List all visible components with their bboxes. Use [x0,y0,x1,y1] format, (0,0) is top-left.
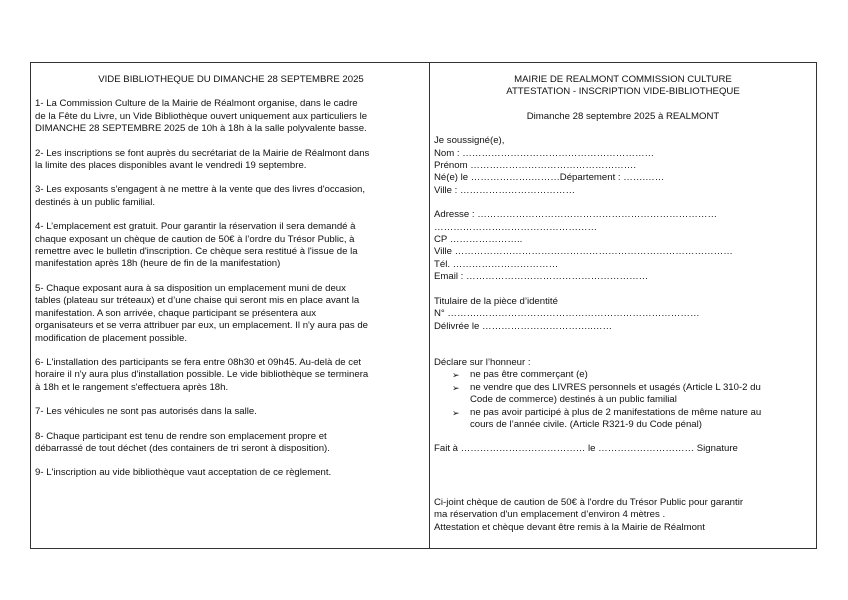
city-field: Ville …………………………………………………………………………… [434,246,733,258]
rule-item [35,184,427,209]
rule-line: 7- Les véhicules ne sont pas autorisés dans la salle. [35,406,257,418]
event-date: Dimanche 28 septembre 2025 à REALMONT [526,110,720,122]
rule-line: manifestation après 18h (heure de fin de la manifestation) [35,258,281,270]
rule-line: remettre avec le bulletin d'inscription. Ce chèque sera restitué à l'issue de la [35,246,358,258]
declaration-item [452,369,812,381]
rule-line: horaire il n'y aura plus d'installation possible. Le vide bibliothèque se terminera [35,369,369,381]
soussigne-label: Je soussigné(e), [434,135,505,147]
rule-item [35,148,427,173]
declaration-line: ne pas être commerçant (e) [470,369,588,381]
rule-line: à 18h et le rangement s'effectuera après 18h. [35,381,229,393]
rule-line: 4- L’emplacement est gratuit. Pour garantir la réservation il sera demandé à [35,221,356,233]
birth-city-field: Ville : ……………………………… [434,184,576,196]
arrow-bullet-icon: ➢ [452,370,460,381]
issued-on-field: Délivrée le ……………………………..…… [434,320,613,332]
rule-line: la limite des places disponibles avant le vendredi 19 septembre. [35,160,307,172]
rule-line: tables (plateau sur tréteaux) et d’une chaise qui seront mis en place avant la [35,295,360,307]
declaration-label: Déclare sur l’honneur : [434,356,531,368]
address-field-continued: …………………………………………… [434,221,598,233]
rule-item [35,431,427,456]
declaration-item [452,407,812,432]
rule-line: organisateurs et se verra attribuer par eux, un emplacement. Il n'y aura pas de [35,320,368,332]
rules-title: VIDE BIBLIOTHEQUE DU DIMANCHE 28 SEPTEMBRE 2025 [98,74,364,85]
declaration-line: cours de l’année civile. (Article R321-9 du Code pénal) [470,418,702,430]
footer-line-3: Attestation et chèque devant être remis à la Mairie de Réalmont [434,521,705,533]
arrow-bullet-icon: ➢ [452,407,460,418]
footer-line-2: ma réservation d'un emplacement d’environ 4 mètres . [434,509,666,521]
arrow-bullet-icon: ➢ [452,382,460,393]
rule-line: chaque exposant un chèque de caution de 50€ à l’ordre du Trésor Public, à [35,233,355,245]
rule-line: DIMANCHE 28 SEPTEMBRE 2025 de 10h à 18h à la salle polyvalente basse. [35,123,367,135]
phone-field: Tél. …………………………… [434,258,559,270]
rules-column [35,74,427,480]
rule-line: 8- Chaque participant est tenu de rendre son emplacement propre et [35,430,327,442]
rule-line: modification de placement possible. [35,332,187,344]
rules-list [35,98,427,479]
rule-line: 1- La Commission Culture de la Mairie de Réalmont organise, dans le cadre [35,98,358,110]
declaration-line: Code de commerce) destinés à un public familial [470,394,677,406]
signature-line: Fait à ………………………………… le ………………………… Signature [434,443,738,455]
address-field: Adresse : ………………………………………………………………… [434,209,718,221]
declaration-item [452,382,812,407]
rule-line: manifestation. A son arrivée, chaque participant se présentera aux [35,307,317,319]
rule-item [35,283,427,345]
rule-line: destinés à un public familial. [35,196,155,208]
nom-field: Nom : …………………………………………………… [434,147,655,159]
declaration-line: ne pas avoir participé à plus de 2 manifestations de même nature au [470,406,762,418]
rule-line: 5- Chaque exposant aura à sa disposition un emplacement muni de deux [35,282,346,294]
declaration-list [434,369,812,431]
rule-line: 9- L'inscription au vide bibliothèque vaut acceptation de ce règlement. [35,467,332,479]
rule-item [35,221,427,271]
rule-item [35,357,427,394]
attestation-column [434,74,812,534]
email-field: Email : ………………………………………………… [434,271,649,283]
id-holder-label: Titulaire de la pièce d’identité [434,295,558,307]
rule-item [35,406,427,418]
footer-line-1: Ci-joint chèque de caution de 50€ à l'ordre du Trésor Public pour garantir [434,496,744,508]
column-divider [429,62,430,549]
rule-item [35,467,427,479]
header-line-1: MAIRIE DE REALMONT COMMISSION CULTURE [514,74,732,85]
rule-line: de la Fête du Livre, un Vide Bibliothèque ouvert uniquement aux particuliers le [35,110,368,122]
header-line-2: ATTESTATION - INSCRIPTION VIDE-BIBLIOTHEQUE [506,86,740,98]
rule-line: 6- L'installation des participants se fera entre 08h30 et 09h45. Au-delà de cet [35,356,362,368]
rule-line: débarrassé de tout déchet (des containers de tri seront à disposition). [35,442,330,454]
rule-item [35,98,427,135]
birth-field: Né(e) le ……………….………Département : …….…… [434,172,665,184]
declaration-line: ne vendre que des LIVRES personnels et usagés (Article L 310-2 du [470,381,761,393]
rule-line: 2- Les inscriptions se font auprès du secrétariat de la Mairie de Réalmont dans [35,147,370,159]
rule-line: 3- Les exposants s'engagent à ne mettre à la vente que des livres d'occasion, [35,184,366,196]
id-number-field: N° ……….…………………………………………………………… [434,308,700,320]
postal-code-field: CP ………………….. [434,234,523,246]
prenom-field: Prénom ……………………………………………. [434,160,637,172]
